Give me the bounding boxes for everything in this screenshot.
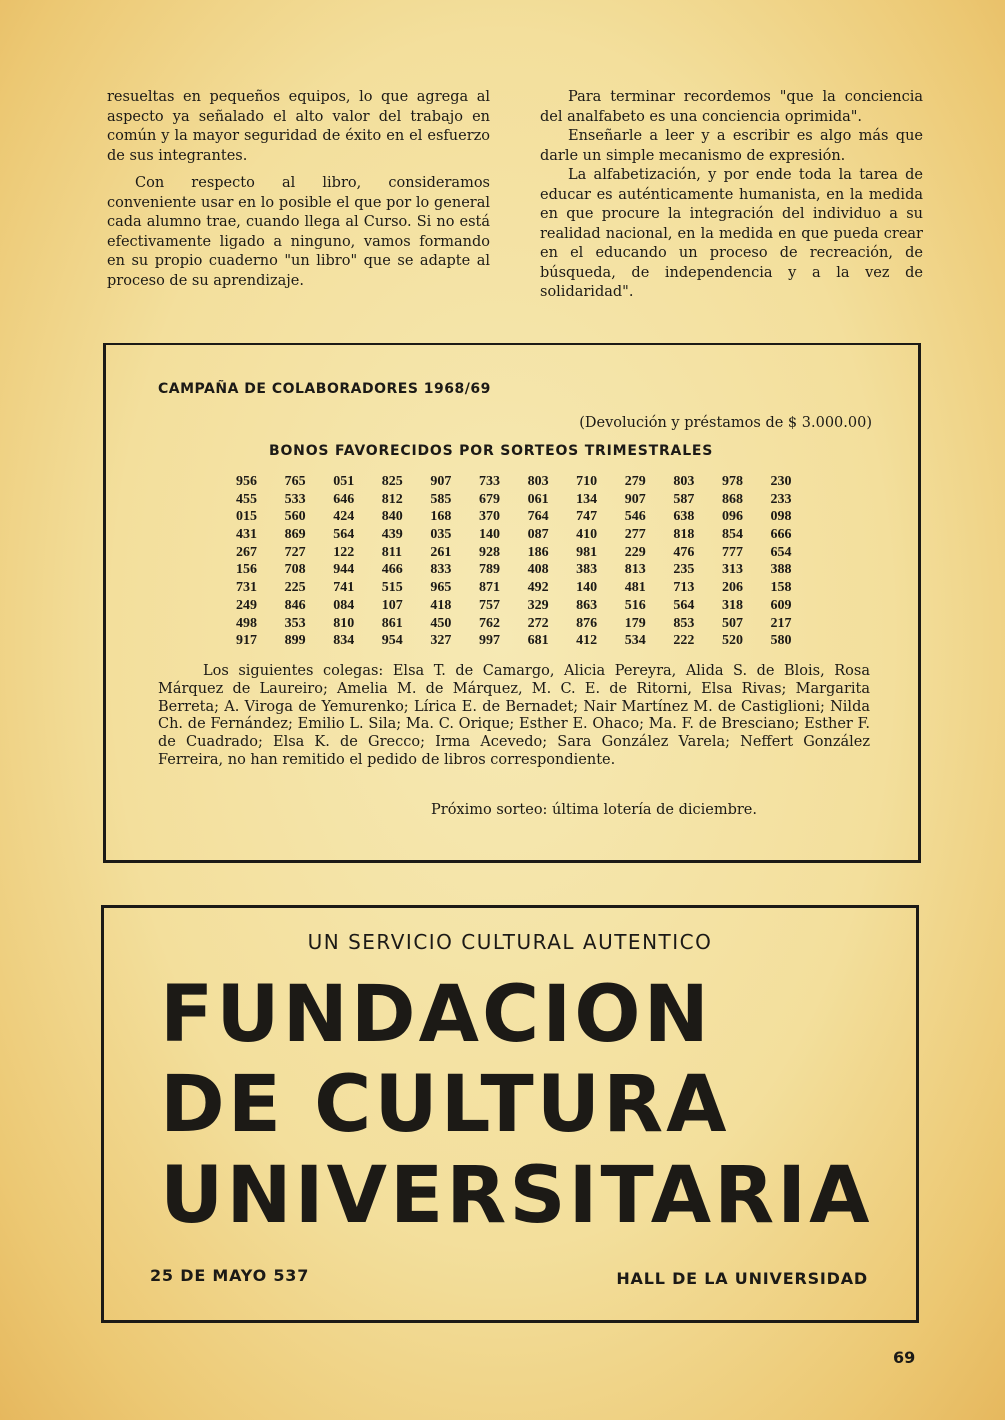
bond-number: 217 [770, 615, 792, 631]
bond-number: 580 [770, 633, 792, 649]
bond-number: 564 [333, 527, 355, 543]
bond-number: 272 [527, 615, 549, 631]
bond-number: 868 [721, 491, 743, 507]
bond-number: 681 [527, 633, 549, 649]
bond-number: 810 [333, 615, 355, 631]
bond-number: 507 [721, 615, 743, 631]
bond-number: 515 [381, 580, 403, 596]
bond-number: 928 [478, 544, 500, 560]
bond-number: 861 [381, 615, 403, 631]
bond-number: 546 [624, 509, 646, 525]
paragraph: La alfabetización, y por ende toda la tarea de educar es auténticamente humanista, en la medida en que procure la integración del individuo a su realidad nacional, en la medida en que pueda crear en el educando un proceso de recreación, de búsqueda, de independencia y a la vez de solidaridad". [540, 167, 923, 300]
bond-number: 899 [284, 633, 306, 649]
bond-number: 710 [576, 474, 598, 489]
bond-number: 762 [478, 615, 500, 631]
bond-number: 727 [284, 544, 306, 560]
paragraph: resueltas en pequeños equipos, lo que agrega al aspecto ya señalado el alto valor del trabajo en común y la mayor seguridad de éxito en el esfuerzo de sus integrantes. [107, 89, 490, 164]
bond-number: 261 [430, 544, 452, 560]
bond-row [236, 561, 819, 579]
bond-number: 585 [430, 491, 452, 507]
bond-number: 666 [770, 527, 792, 543]
bond-number: 329 [527, 597, 549, 613]
bond-number: 313 [721, 562, 743, 578]
bond-row [236, 579, 819, 597]
bond-number: 978 [721, 474, 743, 489]
bond-number: 708 [284, 562, 306, 578]
bond-number: 318 [721, 597, 743, 613]
bond-number: 450 [430, 615, 452, 631]
bond-row [236, 473, 819, 491]
bond-number: 846 [284, 597, 306, 613]
advert-line-3: UNIVERSITARIA [160, 1151, 873, 1241]
bond-number: 869 [284, 527, 306, 543]
bond-number: 757 [478, 597, 500, 613]
bond-number: 733 [478, 474, 500, 489]
bond-number: 965 [430, 580, 452, 596]
bond-number: 279 [624, 474, 646, 489]
bond-number: 388 [770, 562, 792, 578]
bond-number: 015 [236, 509, 257, 525]
bond-number: 466 [381, 562, 403, 578]
campaign-note: Los siguientes colegas: Elsa T. de Camargo, Alicia Pereyra, Alida S. de Blois, Rosa Márquez de Laureiro; Amelia M. de Márquez, M. C. E. de Ritorni, Elsa Rivas; Margarita Berreta; A. Viroga de Yemurenko; Lírica E. de Bernadet; Nair Martínez M. de Castiglioni; Nilda Ch. de Fernández; Emilio L. Sila; Ma. C. Orique; Esther E. Ohaco; Ma. F. de Bresciano; Esther F. de Cuadrado; Elsa K. de Grecco; Irma Acevedo; Sara González Varela; Neffert González Ferreira, no han remitido el pedido de libros correspondiente. [158, 663, 870, 768]
bond-number: 035 [430, 527, 452, 543]
bond-number: 186 [527, 544, 549, 560]
bond-number: 098 [770, 509, 792, 525]
bond-number: 249 [236, 597, 257, 613]
bond-number: 370 [478, 509, 500, 525]
bond-number: 222 [673, 633, 695, 649]
bond-number: 731 [236, 580, 257, 596]
bond-number: 229 [624, 544, 646, 560]
page-number: 69 [893, 1348, 916, 1367]
bond-number: 609 [770, 597, 792, 613]
bond-number: 954 [381, 633, 403, 649]
bond-number: 818 [673, 527, 695, 543]
bond-number: 156 [236, 562, 257, 578]
bond-number: 410 [576, 527, 598, 543]
campaign-heading: BONOS FAVORECIDOS POR SORTEOS TRIMESTRALES [269, 443, 714, 459]
bond-number: 455 [236, 491, 257, 507]
bond-number: 520 [721, 633, 743, 649]
bond-number: 140 [478, 527, 500, 543]
bond-number: 408 [527, 562, 549, 578]
bond-number: 840 [381, 509, 403, 525]
bond-number: 431 [236, 527, 257, 543]
bond-number: 803 [673, 474, 695, 489]
campaign-title: CAMPAÑA DE COLABORADORES 1968/69 [158, 381, 491, 397]
bond-number: 789 [478, 562, 500, 578]
bond-number: 061 [527, 491, 549, 507]
bond-number: 179 [624, 615, 646, 631]
bond-number: 811 [381, 544, 403, 560]
bond-number: 917 [236, 633, 257, 649]
bond-number: 944 [333, 562, 355, 578]
bond-number: 747 [576, 509, 598, 525]
bond-number: 481 [624, 580, 646, 596]
bond-number: 560 [284, 509, 306, 525]
article-right-column [540, 88, 923, 303]
bond-number: 084 [333, 597, 355, 613]
bond-number: 107 [381, 597, 403, 613]
bond-number: 353 [284, 615, 306, 631]
bond-number: 777 [721, 544, 743, 560]
bond-number: 853 [673, 615, 695, 631]
bond-number: 741 [333, 580, 355, 596]
bond-number: 812 [381, 491, 403, 507]
bond-row [236, 491, 819, 509]
bond-number: 225 [284, 580, 306, 596]
paragraph: Para terminar recordemos "que la conciencia del analfabeto es una conciencia oprimida". [540, 89, 923, 125]
bond-number: 907 [624, 491, 646, 507]
bond-number: 907 [430, 474, 452, 489]
paragraph: Enseñarle a leer y a escribir es algo más que darle un simple mecanismo de expresión. [540, 128, 923, 164]
bond-number: 833 [430, 562, 452, 578]
bond-number: 439 [381, 527, 403, 543]
article-left-column [107, 88, 490, 299]
bond-number: 492 [527, 580, 549, 596]
bond-number: 654 [770, 544, 792, 560]
campaign-box [103, 343, 921, 863]
bond-number: 871 [478, 580, 500, 596]
bond-number: 956 [236, 474, 257, 489]
bond-number: 206 [721, 580, 743, 596]
bond-number: 168 [430, 509, 452, 525]
bond-number: 764 [527, 509, 549, 525]
bond-number: 412 [576, 633, 598, 649]
bond-number: 854 [721, 527, 743, 543]
bond-number: 140 [576, 580, 598, 596]
bond-number: 534 [624, 633, 646, 649]
bond-number: 876 [576, 615, 598, 631]
bond-number: 825 [381, 474, 403, 489]
next-draw: Próximo sorteo: última lotería de diciembre. [431, 802, 757, 818]
bond-number: 233 [770, 491, 792, 507]
bond-number: 418 [430, 597, 452, 613]
advert-line-2: DE CULTURA [160, 1060, 730, 1150]
bond-number: 516 [624, 597, 646, 613]
advert-location: HALL DE LA UNIVERSIDAD [616, 1269, 868, 1288]
bond-number: 679 [478, 491, 500, 507]
bond-number: 564 [673, 597, 695, 613]
bond-number: 277 [624, 527, 646, 543]
advert-tagline: UN SERVICIO CULTURAL AUTENTICO [307, 930, 713, 954]
bond-row [236, 632, 819, 650]
bond-row [236, 544, 819, 562]
bond-number: 863 [576, 597, 598, 613]
bond-row [236, 508, 819, 526]
bond-number: 638 [673, 509, 695, 525]
bond-number: 327 [430, 633, 452, 649]
bond-number: 122 [333, 544, 355, 560]
bond-number: 158 [770, 580, 792, 596]
bond-number: 096 [721, 509, 743, 525]
bond-number: 134 [576, 491, 598, 507]
bond-number: 813 [624, 562, 646, 578]
bond-number: 765 [284, 474, 306, 489]
bond-row [236, 615, 819, 633]
bond-number: 498 [236, 615, 257, 631]
bond-number: 383 [576, 562, 598, 578]
bond-number: 587 [673, 491, 695, 507]
bond-number: 424 [333, 509, 355, 525]
bond-number: 803 [527, 474, 549, 489]
bond-number: 533 [284, 491, 306, 507]
bond-number: 834 [333, 633, 355, 649]
bond-number: 713 [673, 580, 695, 596]
advert-address: 25 DE MAYO 537 [150, 1266, 310, 1285]
bond-number: 235 [673, 562, 695, 578]
campaign-subtitle: (Devolución y préstamos de $ 3.000.00) [579, 415, 872, 431]
bond-number: 087 [527, 527, 549, 543]
bond-number-grid [236, 473, 819, 650]
bond-number: 981 [576, 544, 598, 560]
advert-box [101, 905, 919, 1323]
bond-number: 267 [236, 544, 257, 560]
bond-number: 230 [770, 474, 792, 489]
bond-number: 997 [478, 633, 500, 649]
bond-number: 051 [333, 474, 355, 489]
bond-row [236, 526, 819, 544]
paragraph: Con respecto al libro, consideramos conveniente usar en lo posible el que por lo general cada alumno trae, cuando llega al Curso. Si no está efectivamente ligado a ninguno, vamos formando en su propio cuaderno "un libro" que se adapte al proceso de su aprendizaje. [107, 175, 490, 289]
advert-line-1: FUNDACION [160, 970, 712, 1060]
bond-number: 646 [333, 491, 355, 507]
bond-row [236, 597, 819, 615]
bond-number: 476 [673, 544, 695, 560]
